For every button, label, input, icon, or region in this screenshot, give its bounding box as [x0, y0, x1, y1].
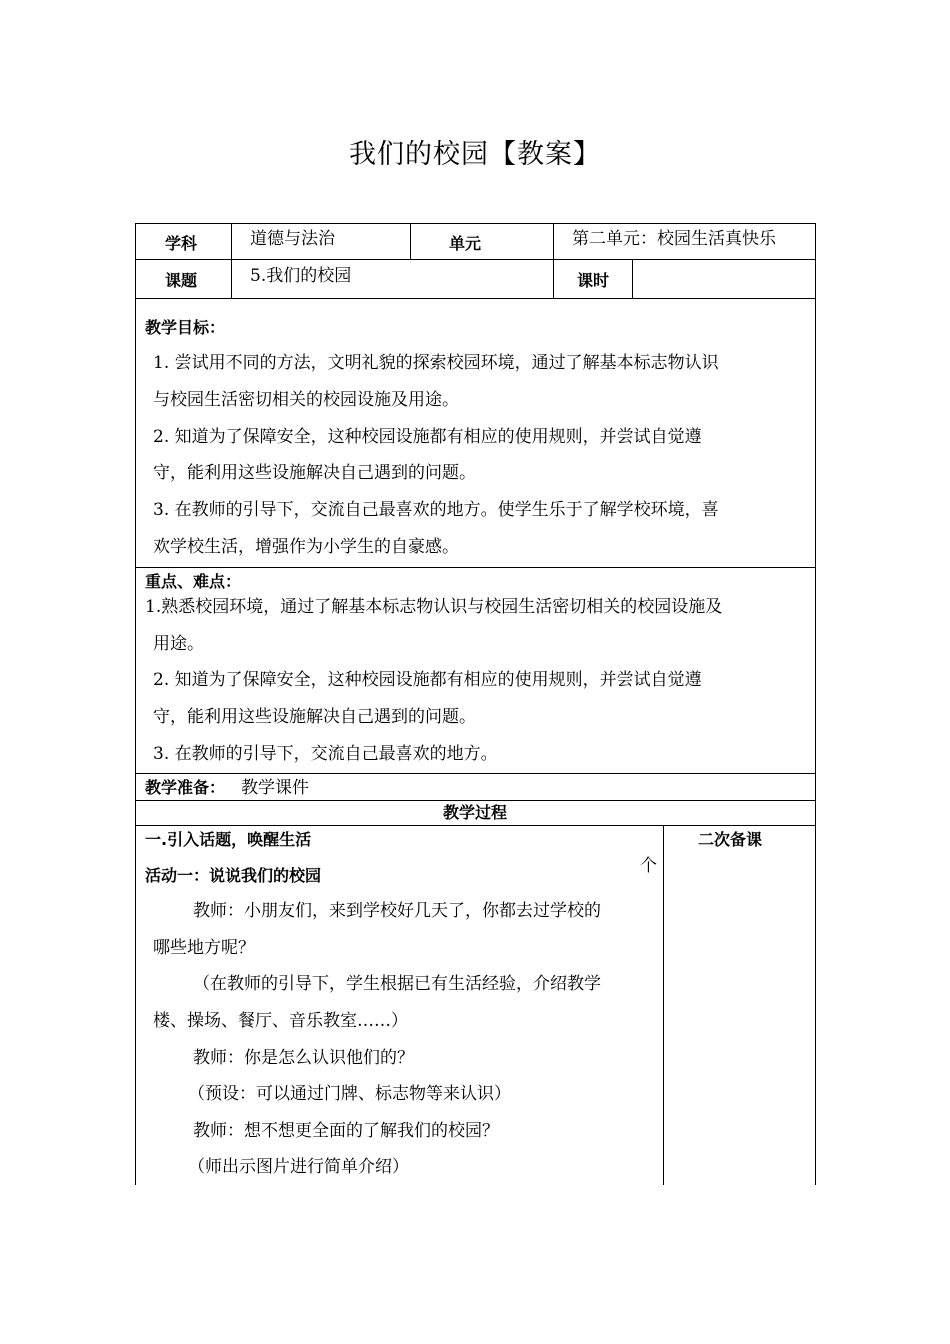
lesson-value: 5.我们的校园 — [250, 266, 352, 286]
table-divider — [135, 773, 816, 774]
cell-divider — [553, 223, 554, 298]
process-line: （预设：可以通过门牌、标志物等来认识） — [188, 1084, 511, 1104]
key-points-line: 1.熟悉校园环境，通过了解基本标志物认识与校园生活密切相关的校园设施及 — [145, 597, 723, 617]
cell-divider — [410, 223, 411, 259]
process-line: 教师：想不想更全面的了解我们的校园？ — [193, 1121, 499, 1141]
process-line: 教师：你是怎么认识他们的？ — [193, 1048, 414, 1068]
objectives-line: 3. 在教师的引导下，交流自己最喜欢的地方。使学生乐于了解学校环境，喜 — [153, 500, 719, 520]
process-line: 教师：小朋友们，来到学校好几天了，你都去过学校的 — [193, 901, 601, 921]
period-label: 课时 — [577, 271, 610, 290]
table-border-right — [815, 223, 816, 1185]
second-prep-label: 二次备课 — [698, 830, 763, 849]
objectives-line: 与校园生活密切相关的校园设施及用途。 — [153, 390, 459, 410]
table-divider — [135, 825, 816, 826]
activity-title: 活动一：说说我们的校园 — [145, 866, 322, 885]
cell-divider — [663, 825, 664, 1185]
process-line: （师出示图片进行简单介绍） — [188, 1157, 409, 1177]
unit-value: 第二单元：校园生活真快乐 — [572, 229, 776, 249]
subject-value: 道德与法治 — [250, 229, 335, 249]
table-border-left — [135, 223, 136, 1185]
unit-label: 单元 — [449, 234, 482, 253]
page-title: 我们的校园【教案】 — [349, 139, 601, 170]
table-divider — [135, 259, 816, 260]
preparation-label: 教学准备： — [145, 778, 226, 797]
key-points-line: 守，能利用这些设施解决自己遇到的问题。 — [153, 707, 476, 727]
subject-label: 学科 — [165, 234, 198, 253]
process-line: （在教师的引导下，学生根据已有生活经验，介绍教学 — [193, 974, 601, 994]
process-line: 哪些地方呢？ — [153, 938, 255, 958]
objectives-line: 1. 尝试用不同的方法，文明礼貌的探索校园环境，通过了解基本标志物认识 — [153, 353, 719, 373]
stray-character: 个 — [640, 856, 657, 876]
process-line: 楼、操场、餐厅、音乐教室……） — [153, 1011, 408, 1031]
objectives-line: 欢学校生活，增强作为小学生的自豪感。 — [153, 537, 459, 557]
key-points-line: 用途。 — [153, 634, 204, 654]
table-border-top — [135, 223, 816, 224]
objectives-line: 2. 知道为了保障安全，这种校园设施都有相应的使用规则，并尝试自觉遵 — [153, 427, 702, 447]
cell-divider — [632, 259, 633, 298]
lesson-label: 课题 — [165, 271, 198, 290]
process-heading: 教学过程 — [442, 803, 507, 822]
objectives-heading: 教学目标： — [145, 318, 226, 337]
key-points-line: 3. 在教师的引导下，交流自己最喜欢的地方。 — [153, 744, 498, 764]
cell-divider — [231, 223, 232, 298]
table-divider — [135, 298, 816, 299]
table-divider — [135, 567, 816, 568]
key-points-heading: 重点、难点： — [145, 572, 242, 591]
objectives-line: 守，能利用这些设施解决自己遇到的问题。 — [153, 463, 476, 483]
table-divider — [135, 800, 816, 801]
preparation-value: 教学课件 — [241, 778, 309, 798]
process-section-title: 一.引入话题，唤醒生活 — [145, 830, 312, 849]
key-points-line: 2. 知道为了保障安全，这种校园设施都有相应的使用规则，并尝试自觉遵 — [153, 670, 702, 690]
